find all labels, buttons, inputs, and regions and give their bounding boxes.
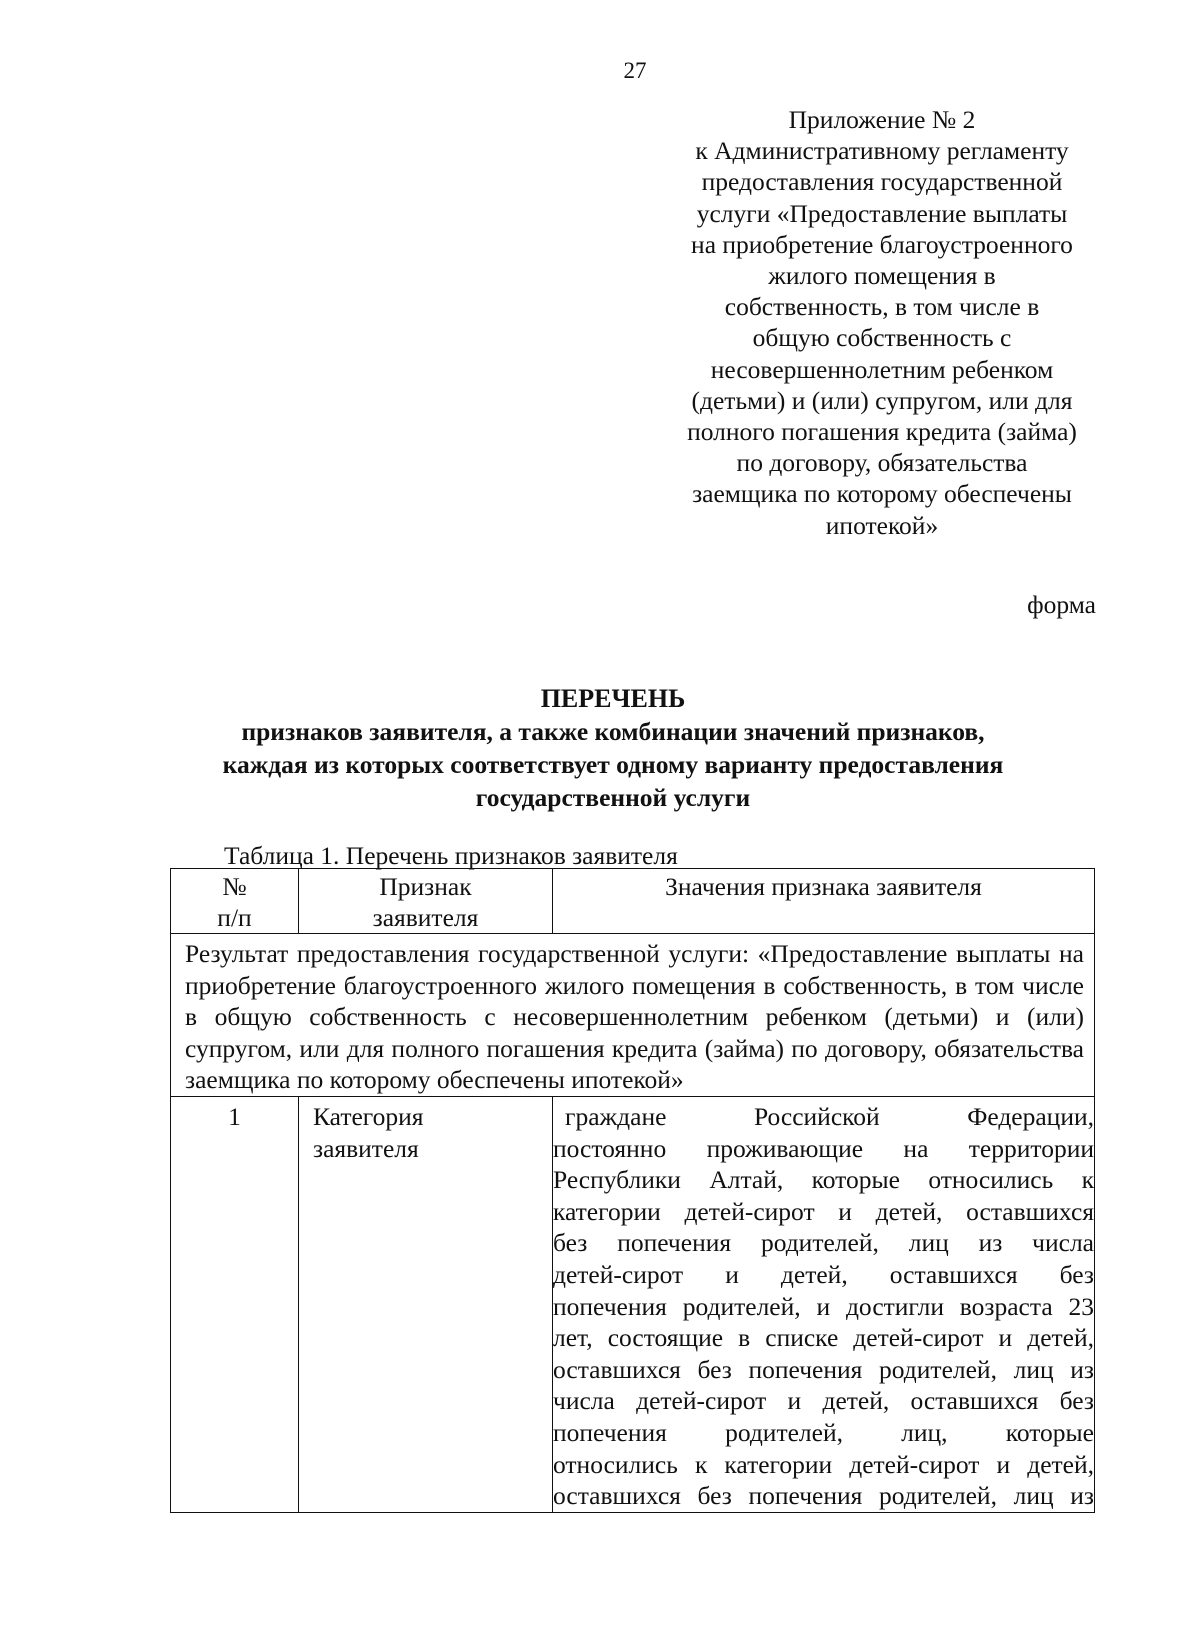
header-attribute-line: Признак bbox=[379, 872, 472, 901]
row-value-line: числа детей-сирот и детей, оставшихся без bbox=[553, 1386, 1094, 1416]
page-number: 27 bbox=[623, 58, 647, 83]
appendix-line: (детьми) и (или) супругом, или для bbox=[691, 385, 1073, 415]
document-subtitle-line: государственной услуги bbox=[475, 783, 751, 812]
document-heading bbox=[0, 682, 1200, 814]
row-num: 1 bbox=[171, 1096, 299, 1512]
table-header-row bbox=[171, 869, 1095, 934]
header-attribute bbox=[299, 869, 553, 934]
document-subtitle-line: признаков заявителя, а также комбинации значений признаков, bbox=[241, 717, 985, 746]
result-row bbox=[171, 934, 1095, 1097]
row-value-line: оставшихся без попечения родителей, лиц из bbox=[553, 1481, 1094, 1511]
row-value-line: категории детей-сирот и детей, оставшихся bbox=[553, 1196, 1094, 1226]
form-label: форма bbox=[1027, 590, 1096, 619]
header-value: Значения признака заявителя bbox=[553, 869, 1095, 934]
appendix-line: предоставления государственной bbox=[701, 167, 1063, 197]
appendix-line: на приобретение благоустроенного bbox=[691, 229, 1073, 259]
criteria-table bbox=[170, 868, 1095, 1513]
document-title: ПЕРЕЧЕНЬ bbox=[540, 684, 686, 713]
header-num-line: № bbox=[222, 872, 247, 901]
table-caption: Таблица 1. Перечень признаков заявителя bbox=[224, 841, 678, 870]
appendix-line: заемщика по которому обеспечены bbox=[692, 479, 1072, 509]
table-row bbox=[171, 1096, 1095, 1512]
appendix-line: общую собственность с bbox=[752, 323, 1012, 353]
row-attribute-line: Категория bbox=[313, 1101, 424, 1131]
appendix-line: по договору, обязательства bbox=[736, 448, 1028, 478]
header-num bbox=[171, 869, 299, 934]
row-value-line: Республики Алтай, которые относились к bbox=[553, 1165, 1094, 1195]
document-subtitle-line: каждая из которых соответствует одному варианту предоставления bbox=[222, 750, 1004, 779]
row-value-line: лет, состоящие в списке детей-сирот и детей, bbox=[553, 1323, 1094, 1353]
row-attribute bbox=[299, 1096, 553, 1512]
row-value-line: постоянно проживающие на территории bbox=[553, 1133, 1094, 1163]
row-value-line: без попечения родителей, лиц из числа bbox=[553, 1228, 1094, 1258]
appendix-line: жилого помещения в bbox=[768, 261, 996, 291]
appendix-line: к Административному регламенту bbox=[695, 136, 1069, 166]
header-attribute-line: заявителя bbox=[372, 903, 479, 932]
row-value-line: детей-сирот и детей, оставшихся без bbox=[553, 1259, 1094, 1289]
appendix-block bbox=[676, 104, 1088, 541]
row-value-line: оставшихся без попечения родителей, лиц из bbox=[553, 1354, 1094, 1384]
appendix-line: несовершеннолетним ребенком bbox=[710, 354, 1054, 384]
appendix-line: Приложение № 2 bbox=[788, 105, 976, 134]
row-value-line: относились к категории детей-сирот и детей, bbox=[553, 1449, 1094, 1479]
row-value-line: граждане Российской Федерации, bbox=[565, 1101, 1094, 1131]
row-value-line: попечения родителей, и достигли возраста 23 bbox=[553, 1291, 1094, 1321]
appendix-line: услуги «Предоставление выплаты bbox=[696, 198, 1068, 228]
row-value bbox=[553, 1096, 1095, 1512]
result-cell: Результат предоставления государственной услуги: «Предоставление выплаты на приобретение благоустроенного жилого помещения в собственность, в том числе в общую собственность с несовершеннолетним ребенком (детьми) и (или) супругом, или для полного погашения кредита (займа) по договору, обязательства заемщика по которому обеспечены ипотекой» bbox=[171, 934, 1095, 1097]
appendix-line: ипотекой» bbox=[825, 510, 939, 540]
appendix-line: собственность, в том числе в bbox=[724, 292, 1040, 322]
header-num-line: п/п bbox=[217, 903, 252, 932]
row-value-line: попечения родителей, лиц, которые bbox=[553, 1417, 1094, 1447]
row-attribute-line: заявителя bbox=[313, 1133, 419, 1163]
appendix-line: полного погашения кредита (займа) bbox=[687, 417, 1077, 447]
